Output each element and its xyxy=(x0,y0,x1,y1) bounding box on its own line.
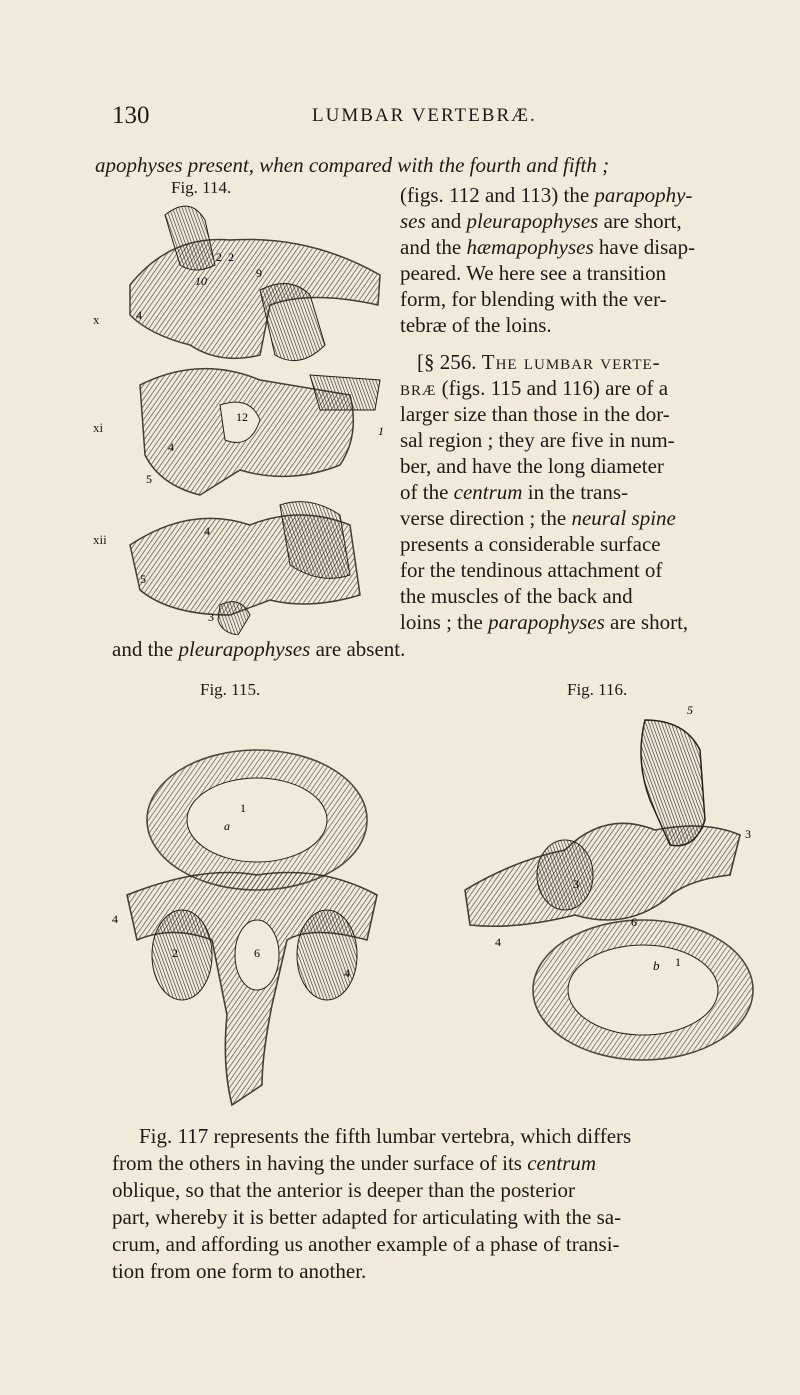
term-haemapophyses: hæmapophyses xyxy=(466,235,594,259)
fig114-number: 10 xyxy=(195,274,207,288)
text-line xyxy=(112,636,405,663)
line-fragment: from the others in having the under surface of its xyxy=(112,1151,528,1175)
text-line: part, whereby it is better adapted for articulating with the sa- xyxy=(112,1205,622,1229)
fig114-number: 3 xyxy=(208,610,214,624)
text-line xyxy=(400,208,682,235)
line-fragment: are short, xyxy=(598,209,682,233)
text-line xyxy=(400,609,688,636)
line-fragment: of the xyxy=(400,480,454,504)
fig114-number: 4 xyxy=(136,308,142,322)
figure-114-caption: Fig. 114. xyxy=(171,178,232,197)
text-line: for the tendinous attachment of xyxy=(400,558,663,582)
text-line: Fig. 117 represents the fifth lumbar vertebra, which differs xyxy=(139,1124,632,1148)
fig114-number: 2 xyxy=(228,250,234,264)
fig115-number: a xyxy=(224,819,230,833)
fig114-number: 2 xyxy=(216,250,222,264)
running-head: LUMBAR VERTEBRÆ. xyxy=(312,105,537,126)
fig114-number: 1 xyxy=(378,424,384,438)
side-label-x: x xyxy=(93,312,100,327)
text-line: tebræ of the loins. xyxy=(400,313,552,337)
text-line: ber, and have the long diameter xyxy=(400,454,664,478)
text-line xyxy=(95,152,609,179)
line-fragment: (figs. 115 and 116) are of a xyxy=(436,376,669,400)
fig116-number: 3 xyxy=(745,827,751,841)
fig116-number: b xyxy=(653,958,660,973)
term-pleurapophyses: pleurapophyses xyxy=(466,209,599,233)
text-line xyxy=(417,349,661,376)
text-line: oblique, so that the anterior is deeper than the posterior xyxy=(112,1178,576,1202)
fig115-number: 4 xyxy=(344,966,350,980)
line-fragment: and the xyxy=(112,637,179,661)
line-fragment: have disap- xyxy=(593,235,696,259)
line-fragment: in the trans- xyxy=(522,480,629,504)
fig114-number: 9 xyxy=(256,266,262,280)
line-fragment: loins ; the xyxy=(400,610,489,634)
fig116-number: 5 xyxy=(687,703,693,717)
line-fragment: are short, xyxy=(604,610,689,634)
fig116-number: 6 xyxy=(631,915,637,929)
side-label-xii: xii xyxy=(93,532,107,547)
line-fragment: verse direction ; the xyxy=(400,506,572,530)
figure-114-drawing xyxy=(110,195,395,635)
figure-116-illustration xyxy=(455,700,755,1100)
fig115-number: 4 xyxy=(112,912,118,926)
text-line: form, for blending with the ver- xyxy=(400,287,667,311)
fig116-number: 4 xyxy=(495,935,501,949)
text-line: crum, and affording us another example of a phase of transi- xyxy=(112,1232,620,1256)
term-parapophyses: parapophy- xyxy=(594,183,693,207)
text-line: the muscles of the back and xyxy=(400,584,633,608)
text-line xyxy=(400,479,628,506)
line-fragment: (figs. 112 and 113) the xyxy=(400,183,595,207)
line-fragment: and xyxy=(425,209,467,233)
figure-115-caption: Fig. 115. xyxy=(200,680,261,699)
page-header xyxy=(0,0,800,140)
text-line: larger size than those in the dor- xyxy=(400,402,670,426)
fig114-number: 12 xyxy=(236,410,248,424)
term-centrum: centrum xyxy=(453,480,523,504)
fig114-number: 4 xyxy=(204,524,210,538)
text-line: presents a considerable surface xyxy=(400,532,661,556)
figure-115-illustration xyxy=(112,725,387,1115)
fig114-number: 5 xyxy=(146,472,152,486)
text-line: peared. We here see a transition xyxy=(400,261,667,285)
fig115-number: 6 xyxy=(254,946,260,960)
fig116-number: 3 xyxy=(573,877,579,891)
figure-114-illustration xyxy=(110,195,395,635)
term-neural-spine: neural spine xyxy=(571,506,676,530)
text-line: sal region ; they are five in num- xyxy=(400,428,675,452)
term-parapophyses: parapophyses xyxy=(488,610,605,634)
fig115-number: 1 xyxy=(240,801,246,815)
section-heading: The lumbar verte- xyxy=(481,350,661,374)
line-fragment: [§ 256. xyxy=(417,350,482,374)
text-line: tion from one form to another. xyxy=(112,1259,367,1283)
text-line xyxy=(112,1150,596,1177)
fig115-number: 2 xyxy=(172,946,178,960)
text-line xyxy=(400,182,692,209)
side-label-xi: xi xyxy=(93,420,104,435)
fig114-number: 4 xyxy=(168,440,174,454)
line-fragment: bræ xyxy=(400,376,437,400)
figure-115-drawing xyxy=(112,725,387,1115)
fig116-number: 1 xyxy=(675,955,681,969)
figure-116-drawing xyxy=(455,700,755,1100)
line-fragment: ses xyxy=(400,209,426,233)
page-number: 130 xyxy=(112,102,150,129)
figure-116-caption: Fig. 116. xyxy=(567,680,628,699)
text-line xyxy=(400,234,695,261)
term-pleurapophyses: pleurapophyses xyxy=(178,637,311,661)
line-fragment: are absent. xyxy=(310,637,406,661)
text-line xyxy=(400,375,668,402)
line-fragment: and the xyxy=(400,235,467,259)
term-centrum: centrum xyxy=(527,1151,597,1175)
line-fragment: apophyses present, when compared with the fourth and fifth ; xyxy=(95,153,610,177)
fig114-number: 5 xyxy=(140,572,146,586)
text-line xyxy=(400,505,676,532)
